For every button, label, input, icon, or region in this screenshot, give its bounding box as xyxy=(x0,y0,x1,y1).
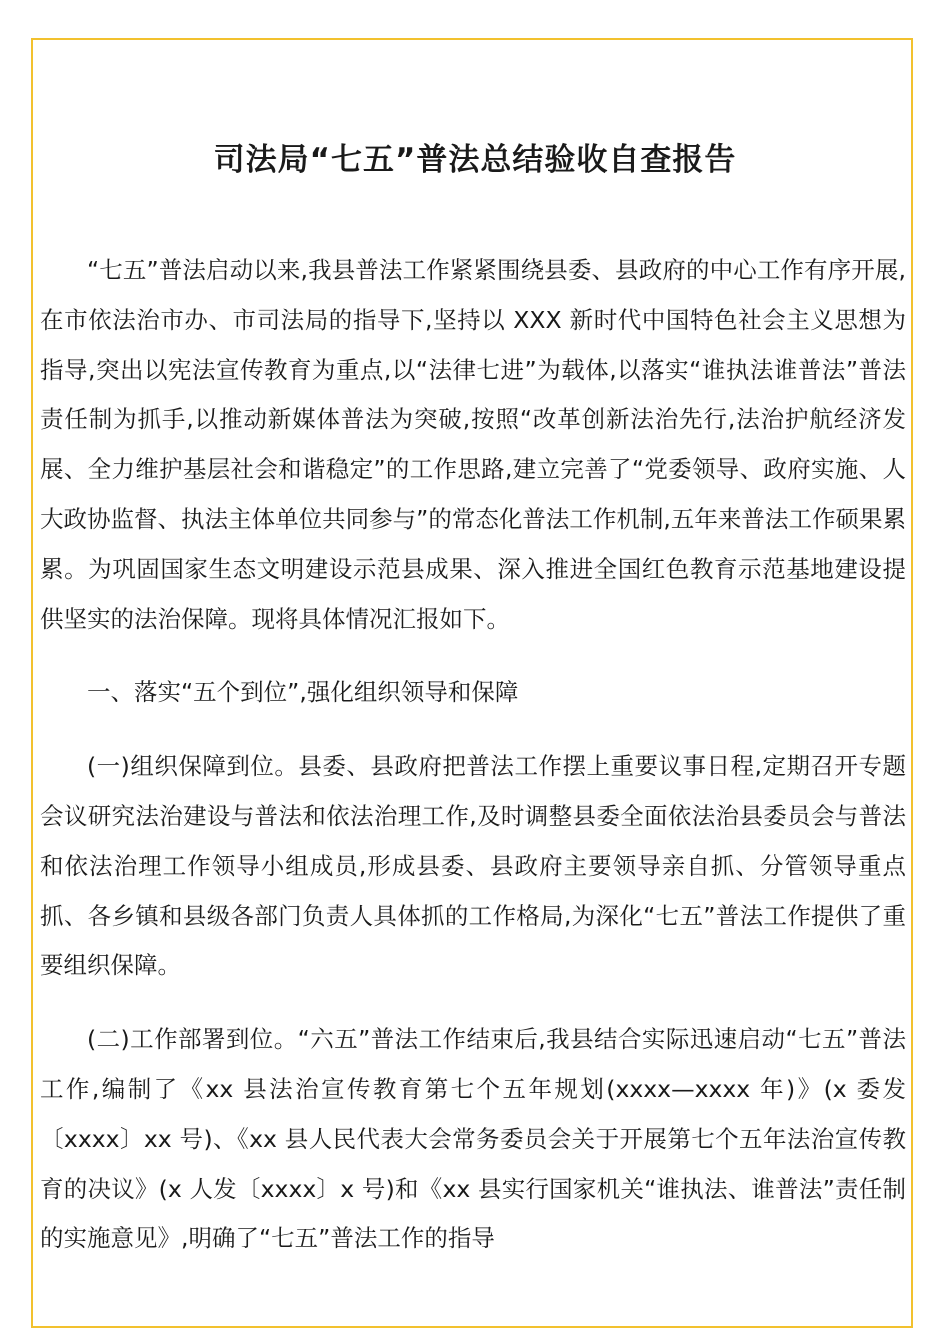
paragraph-intro: “七五”普法启动以来,我县普法工作紧紧围绕县委、县政府的中心工作有序开展,在市依法治市办、市司法局的指导下,坚持以 XXX 新时代中国特色社会主义思想为指导,突出以宪法宣传教育为重点,以“法律七进”为载体,以落实“谁执法谁普法”普法责任制为抓手,以推动新媒体普法为突破,按照“改革创新法治先行,法治护航经济发展、全力维护基层社会和谐稳定”的工作思路,建立完善了“党委领导、政府实施、人大政协监督、执法主体单位共同参与”的常态化普法工作机制,五年来普法工作硕果累累。为巩固国家生态文明建设示范县成果、深入推进全国红色教育示范基地建设提供坚实的法治保障。现将具体情况汇报如下。 xyxy=(40,256,906,633)
section-heading-1: 一、落实“五个到位”,强化组织领导和保障 xyxy=(87,678,519,707)
paragraph-organization: (一)组织保障到位。县委、县政府把普法工作摆上重要议事日程,定期召开专题会议研究法治建设与普法和依法治理工作,及时调整县委全面依法治县委员会与普法和依法治理工作领导小组成员,形成县委、县政府主要领导亲自抓、分管领导重点抓、各乡镇和县级各部门负责人具体抓的工作格局,为深化“七五”普法工作提供了重要组织保障。 xyxy=(40,752,906,980)
paragraph-deployment: (二)工作部署到位。“六五”普法工作结束后,我县结合实际迅速启动“七五”普法工作,编制了《xx 县法治宣传教育第七个五年规划(xxxx—xxxx 年)》(x 委发〔xxxx〕xx 号)、《xx 县人民代表大会常务委员会关于开展第七个五年法治宣传教育的决议》(x 人发〔xxxx〕x 号)和《xx 县实行国家机关“谁执法、谁普法”责任制的实施意见》,明确了“七五”普法工作的指导 xyxy=(40,1025,906,1253)
document-body xyxy=(40,246,906,1264)
document-title: 司法局“七五”普法总结验收自查报告 xyxy=(213,142,737,178)
